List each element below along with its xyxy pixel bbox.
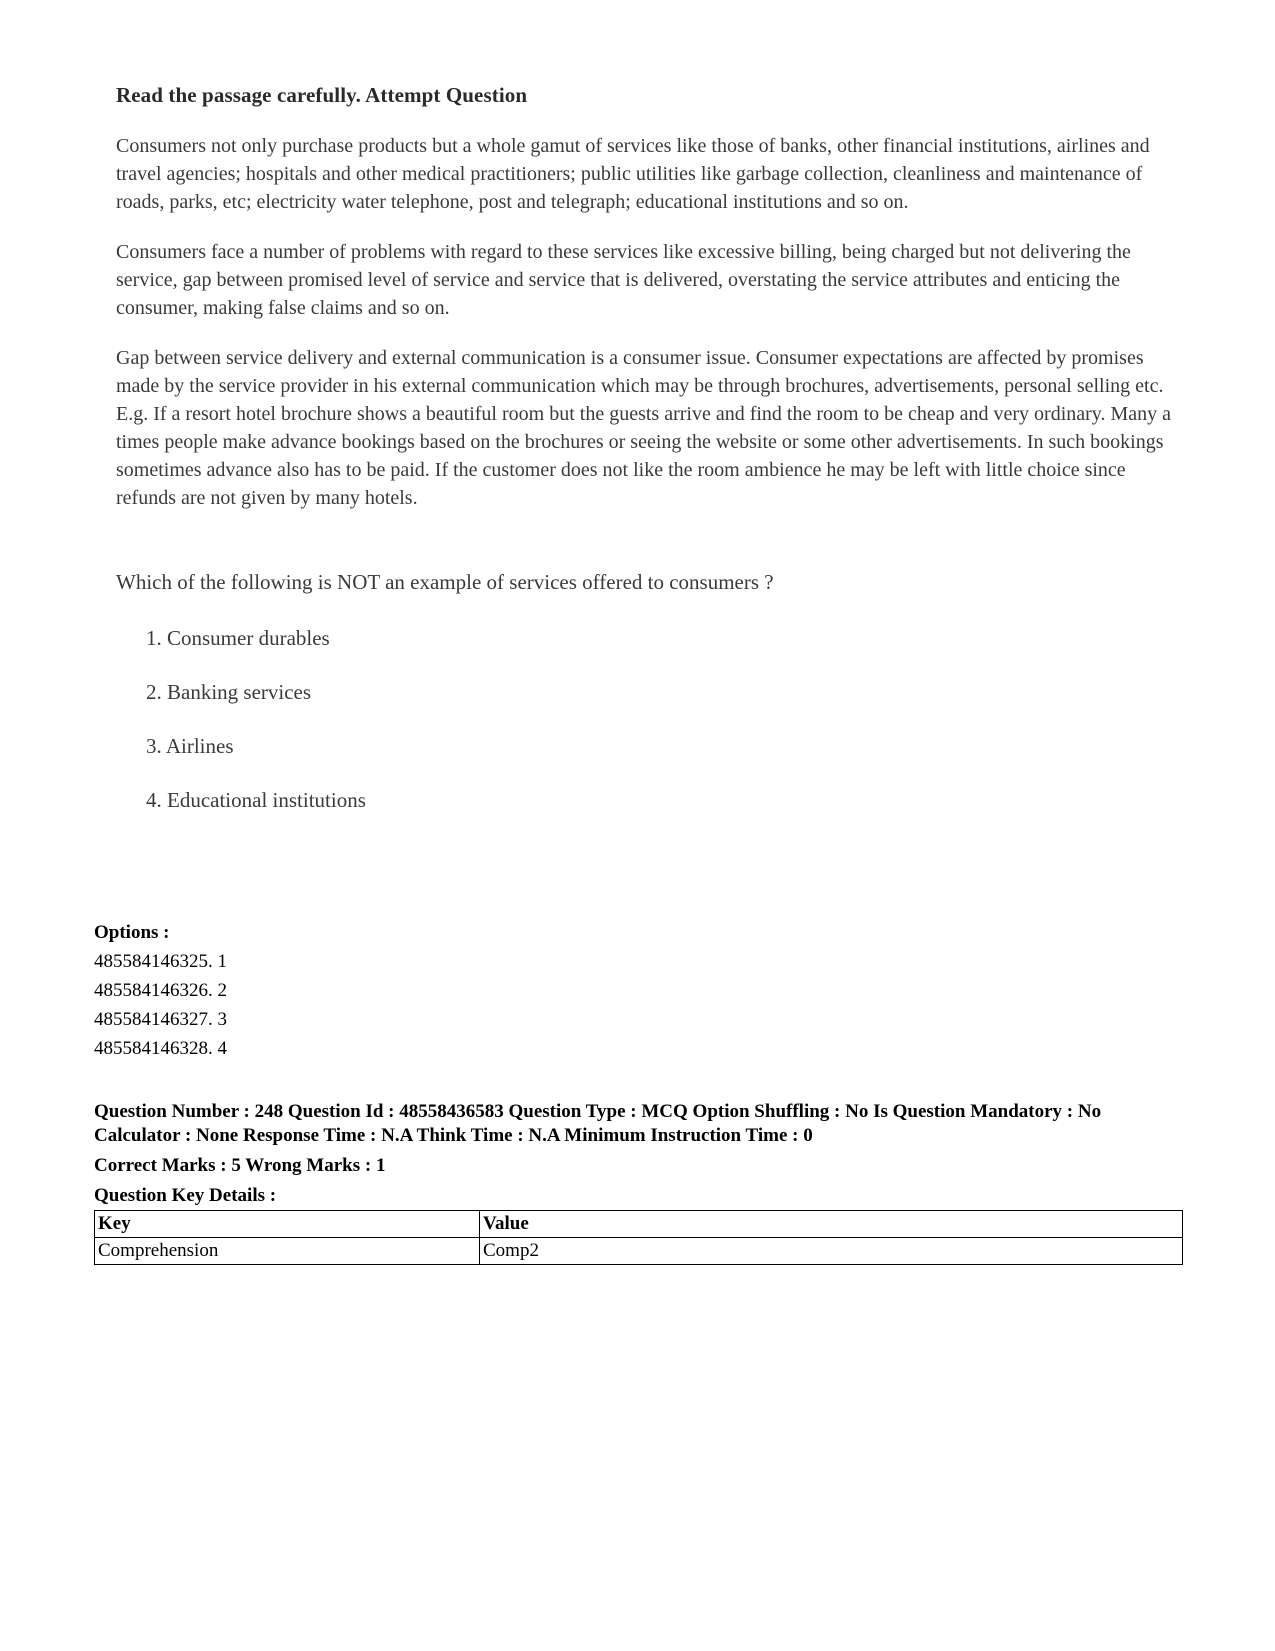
table-header-value: Value — [480, 1211, 1183, 1238]
table-cell-key: Comprehension — [95, 1238, 480, 1265]
option-id: 485584146325. 1 — [94, 951, 227, 972]
option-id: 485584146326. 2 — [94, 980, 227, 1001]
passage-paragraph: Consumers not only purchase products but a whole gamut of services like those of banks, other financial institutions, airlines and travel agencies; hospitals and other medical practitioners; public utilities like garbage collection, cleanliness and maintenance of roads, parks, etc; electricity water telephone, post and telegraph; educational institutions and so on. — [116, 135, 1150, 213]
answer-choice: 4. Educational institutions — [146, 788, 366, 812]
options-label: Options : — [94, 922, 170, 943]
table-header-row — [95, 1211, 1183, 1238]
answer-choice: 1. Consumer durables — [146, 626, 330, 650]
question-info — [94, 1100, 1184, 1265]
answer-choices — [146, 611, 1176, 827]
key-details-table — [94, 1210, 1183, 1265]
options-block — [94, 918, 1184, 1063]
answer-choice: 3. Airlines — [146, 734, 234, 758]
passage-paragraph: Consumers face a number of problems with regard to these services like excessive billing, being charged but not delivering the service, gap between promised level of service and service that is delivered, overstating the service attributes and enticing the consumer, making false claims and so on. — [116, 241, 1131, 319]
question-text: Which of the following is NOT an example of services offered to consumers ? — [116, 570, 774, 594]
marks-line: Correct Marks : 5 Wrong Marks : 1 — [94, 1155, 386, 1176]
table-header-key: Key — [95, 1211, 480, 1238]
passage-heading: Read the passage carefully. Attempt Question — [116, 83, 528, 107]
option-id: 485584146327. 3 — [94, 1009, 227, 1030]
question-details: Question Number : 248 Question Id : 48558436583 Question Type : MCQ Option Shuffling : No Is Question Mandatory : No Calculator : None Response Time : N.A Think Time : N.A Minimum Instruction Time : 0 — [94, 1101, 1102, 1146]
key-details-label: Question Key Details : — [94, 1185, 277, 1206]
table-row — [95, 1238, 1183, 1265]
answer-choice: 2. Banking services — [146, 680, 312, 704]
table-cell-value: Comp2 — [480, 1238, 1183, 1265]
option-id: 485584146328. 4 — [94, 1038, 227, 1059]
question-image — [116, 75, 1176, 827]
passage-paragraph: Gap between service delivery and external communication is a consumer issue. Consumer expectations are affected by promises made by the service provider in his external communication which may be through brochures, advertisements, personal selling etc. E.g. If a resort hotel brochure shows a beautiful room but the guests arrive and find the room to be cheap and very ordinary. Many a times people make advance bookings based on the brochures or seeing the website or some other advertisements. In such bookings sometimes advance also has to be paid. If the customer does not like the room ambience he may be left with little choice since refunds are not given by many hotels. — [116, 347, 1172, 509]
